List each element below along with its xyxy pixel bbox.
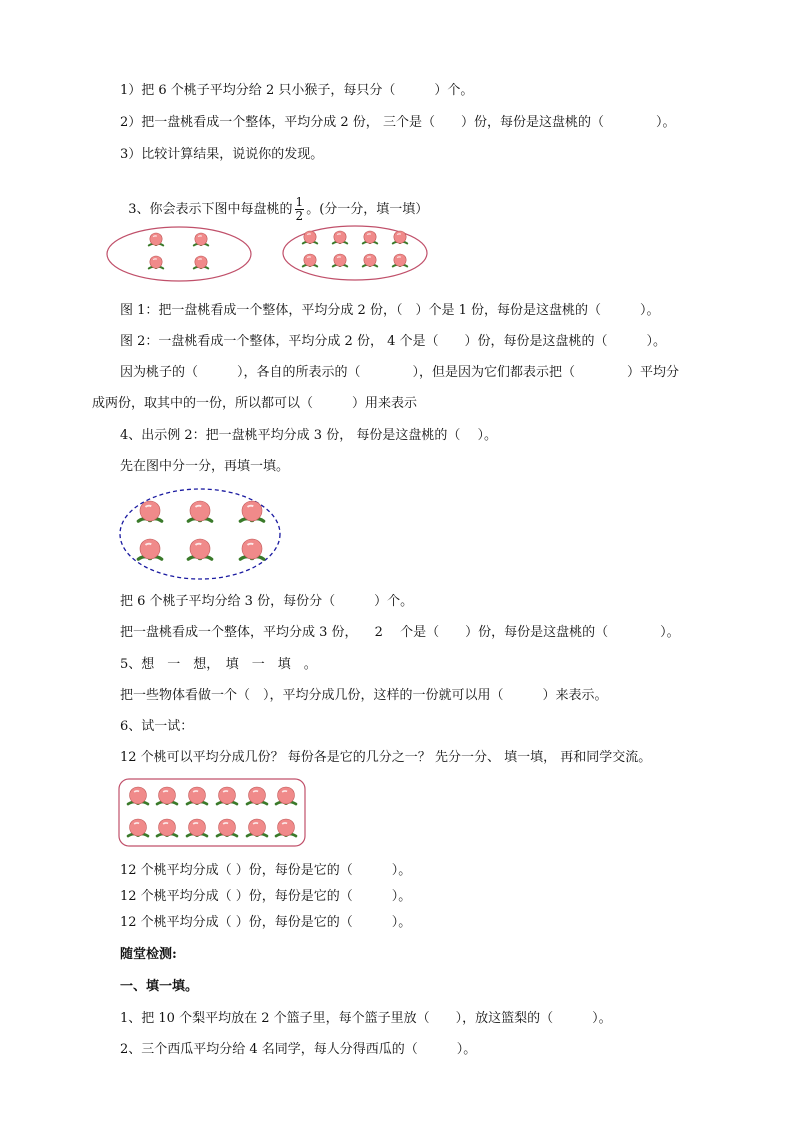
- peach-icon: [247, 819, 267, 836]
- peach-icon: [187, 819, 207, 836]
- part-1-question-2: 2、三个西瓜平均分给 4 名同学，每人分得西瓜的（ ）。: [120, 1042, 477, 1057]
- peach-icon: [240, 539, 263, 559]
- fraction-one-half: [295, 196, 305, 223]
- q5-title: 5、想 一 想， 填 一 填 。: [120, 657, 317, 672]
- part-1-title: 一、填一填。: [120, 979, 199, 994]
- part-1-question-1: 1、把 10 个梨平均放在 2 个篮子里，每个篮子里放（ ），放这篮梨的（ ）。: [120, 1011, 612, 1026]
- fraction-denominator: 2: [295, 209, 304, 223]
- peach-icon: [194, 256, 208, 268]
- peach-icon: [194, 233, 208, 245]
- peach-icon: [138, 539, 161, 559]
- plate-outline: [107, 227, 251, 281]
- peach-icon: [149, 233, 163, 245]
- because-line-2: 成两份，取其中的一份，所以都可以（ ）用来表示: [92, 396, 418, 411]
- q6-text: 12 个桃可以平均分成几份？ 每份各是它的几分之一？ 先分一分、 填一填， 再和同学交流。: [120, 750, 652, 765]
- peach-icon: [303, 231, 317, 243]
- peach-icon: [393, 254, 407, 266]
- peach-icon: [276, 787, 296, 804]
- q4-fill-1: 把 6 个桃子平均分给 3 份，每份分（ ）个。: [120, 594, 414, 609]
- fraction-numerator: 1: [295, 195, 304, 209]
- figure-1-text: 图 1：把一盘桃看成一个整体，平均分成 2 份，（ ）个是 1 份，每份是这盘桃的（ ）。: [120, 303, 660, 318]
- peach-icon: [187, 787, 207, 804]
- peach-icon: [363, 231, 377, 243]
- figure-2-text: 图 2：一盘桃看成一个整体，平均分成 2 份， 4 个是（ ）份，每份是这盘桃的（ ）。: [120, 334, 666, 349]
- peach-icon: [217, 819, 237, 836]
- q3-title-text-a: 3、你会表示下图中每盘桃的: [128, 202, 293, 217]
- q4-subtitle: 先在图中分一分，再填一填。: [120, 459, 290, 474]
- q4-fill-2: 把一盘桃看成一个整体，平均分成 3 份， 2 个是（ ）份，每份是这盘桃的（ ）。: [120, 625, 680, 640]
- peach-icon: [363, 254, 377, 266]
- q5-text: 把一些物体看做一个（ ），平均分成几份，这样的一份就可以用（ ）来表示。: [120, 688, 608, 703]
- figure-2-plate: [280, 222, 430, 282]
- peach-icon: [188, 539, 211, 559]
- peach-icon: [128, 787, 148, 804]
- check-title: 随堂检测:: [120, 947, 177, 962]
- peach-icon: [157, 819, 177, 836]
- q2-line-2: 2）把一盘桃看成一个整体，平均分成 2 份， 三个是（ ）份，每份是这盘桃的（ ）。: [120, 115, 676, 130]
- peach-icon: [240, 501, 263, 521]
- q3-title-text-b: 。(分一分，填一填）: [306, 202, 429, 217]
- peach-icon: [217, 787, 237, 804]
- try-peach-box: [118, 778, 308, 848]
- q3-title: [120, 178, 428, 223]
- peach-icon: [149, 256, 163, 268]
- because-line-1: 因为桃子的（ ），各自的所表示的（ ），但是因为它们都表示把（ ）平均分: [120, 365, 680, 380]
- peach-icon: [393, 231, 407, 243]
- q6-title: 6、试一试：: [120, 719, 194, 734]
- q6-fill-3: 12 个桃平均分成（ ）份，每份是它的（ ）。: [120, 915, 412, 930]
- peach-icon: [333, 231, 347, 243]
- peach-icon: [303, 254, 317, 266]
- peach-icon: [276, 819, 296, 836]
- peach-icon: [138, 501, 161, 521]
- peach-icon: [128, 819, 148, 836]
- example-2-plate: [118, 486, 282, 582]
- q2-line-1: 1）把 6 个桃子平均分给 2 只小猴子，每只分（ ）个。: [120, 83, 474, 98]
- peach-icon: [247, 787, 267, 804]
- q2-line-3: 3）比较计算结果，说说你的发现。: [120, 147, 324, 162]
- peach-icon: [157, 787, 177, 804]
- q6-fill-2: 12 个桃平均分成（ ）份，每份是它的（ ）。: [120, 889, 412, 904]
- figure-1-plate: [104, 224, 254, 284]
- peach-icon: [188, 501, 211, 521]
- q4-title: 4、出示例 2：把一盘桃平均分成 3 份， 每份是这盘桃的（ ）。: [120, 428, 497, 443]
- q6-fill-1: 12 个桃平均分成（ ）份，每份是它的（ ）。: [120, 863, 412, 878]
- peach-icon: [333, 254, 347, 266]
